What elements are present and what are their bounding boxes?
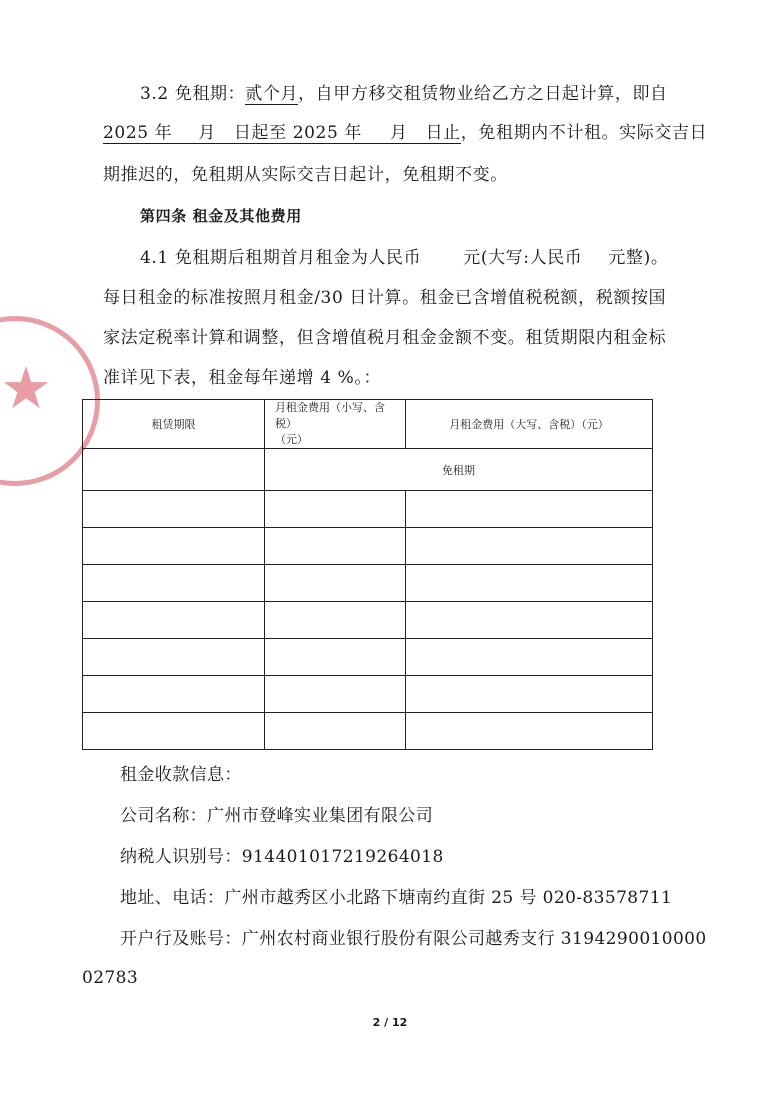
table-cell [265,528,406,565]
free-period-value: 贰个月 [245,84,299,104]
table-cell [265,713,406,750]
table-row [83,528,653,565]
table-cell [83,528,265,565]
clause-3-2-line-2 [103,121,707,145]
table-cell [83,676,265,713]
article-4-para-line-3: 家法定税率计算和调整，但含增值税月租金金额不变。租赁期限内租金标 [103,328,667,348]
table-row [83,491,653,528]
table-cell [265,565,406,602]
table-cell [406,676,653,713]
clause-3-2-line-2-rest: ，免租期内不计租。实际交吉日 [460,123,708,143]
table-cell [265,602,406,639]
table-cell [83,491,265,528]
free-period-label: 免租期 [265,449,653,491]
payee-info-title: 租金收款信息： [120,765,242,785]
article-4-heading: 第四条 租金及其他费用 [140,207,302,225]
table-row [83,565,653,602]
page-number: 2 / 12 [372,1016,408,1029]
table-row-free-period [83,449,653,491]
header-monthly-rent-figures: 月租金费用（小写、含税） （元） [265,400,406,449]
table-cell [406,528,653,565]
table-cell [83,449,265,491]
table-cell [83,639,265,676]
table-cell [406,713,653,750]
article-4-para-line-1: 4.1 免租期后租期首月租金为人民币 元(大写:人民币 元整)。 [140,248,669,268]
table-cell [265,676,406,713]
payee-address-phone: 地址、电话：广州市越秀区小北路下塘南约直街 25 号 020-83578711 [120,888,673,908]
table-cell [83,713,265,750]
clause-3-2-line-1 [140,82,668,106]
table-row [83,713,653,750]
table-cell [406,639,653,676]
payee-bank-account-cont: 02783 [82,968,139,988]
payee-company-name: 公司名称：广州市登峰实业集团有限公司 [120,806,434,826]
date-range: 2025 年 月 日起至 2025 年 月 日止 [103,123,461,143]
table-cell [406,491,653,528]
header-monthly-rent-words: 月租金费用（大写、含税）（元） [406,400,653,449]
clause-3-2-rest: ，自甲方移交租赁物业给乙方之日起计算，即自 [298,84,668,104]
table-cell [406,602,653,639]
rent-schedule-table [82,399,653,750]
article-4-para-line-4: 准详见下表，租金每年递增 4 %。： [103,368,382,388]
table-row [83,602,653,639]
table-header-row [83,400,653,449]
clause-3-2-line-3: 期推迟的，免租期从实际交吉日起计，免租期不变。 [103,165,508,185]
payee-bank-account: 开户行及账号：广州农村商业银行股份有限公司越秀支行 3194290010000 [120,929,707,949]
table-cell [265,639,406,676]
table-row [83,676,653,713]
table-cell [83,565,265,602]
article-4-para-line-2: 每日租金的标准按照月租金/30 日计算。租金已含增值税税额，税额按国 [103,288,667,308]
header-lease-term: 租赁期限 [83,400,265,449]
table-cell [265,491,406,528]
table-cell [406,565,653,602]
seal-star-icon: ★ [0,354,52,422]
payee-tax-id: 纳税人识别号：914401017219264018 [120,847,444,867]
table-row [83,639,653,676]
clause-3-2-prefix: 3.2 免租期： [140,84,246,104]
table-cell [83,602,265,639]
